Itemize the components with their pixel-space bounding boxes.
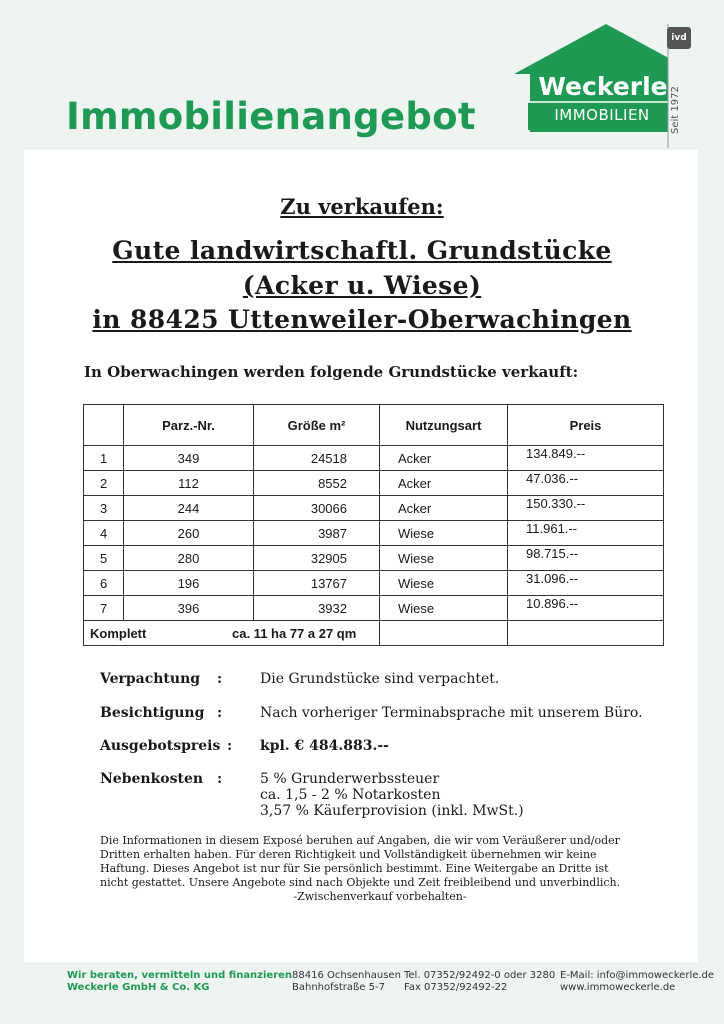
row-parcel: 280: [124, 546, 254, 571]
row-parcel: 196: [124, 571, 254, 596]
table-header-row: [84, 405, 664, 446]
row-price: 150.330.--: [508, 496, 664, 521]
table-total-row: [84, 621, 664, 646]
header-parcel: Parz.-Nr.: [124, 405, 254, 446]
row-price: 11.961.--: [508, 521, 664, 546]
row-index: 5: [84, 546, 124, 571]
total-value: ca. 11 ha 77 a 27 qm: [232, 625, 357, 641]
row-parcel: 112: [124, 471, 254, 496]
footer-slogan: Wir beraten, vermitteln und finanzieren: [67, 970, 293, 981]
disclaimer-line: Haftung. Dieses Angebot ist nur für Sie persönlich bestimmt. Eine Weitergabe an Dritte ist: [100, 862, 609, 875]
costs-line-1: 5 % Grunderwerbssteuer: [260, 771, 440, 787]
footer-phone: [404, 970, 555, 994]
footer-city: 88416 Ochsenhausen: [292, 970, 401, 981]
row-index: 1: [84, 446, 124, 471]
header-usage: Nutzungsart: [380, 405, 508, 446]
intro-text: In Oberwachingen werden folgende Grundstücke verkauft:: [84, 363, 579, 381]
row-size: 8552: [254, 471, 380, 496]
disclaimer: [100, 834, 660, 904]
header-price: Preis: [508, 405, 664, 446]
row-parcel: 349: [124, 446, 254, 471]
viewing-value: Nach vorheriger Terminabsprache mit unserem Büro.: [260, 705, 643, 721]
lease-value: Die Grundstücke sind verpachtet.: [260, 671, 500, 687]
table-row: [84, 571, 664, 596]
lease-label: Verpachtung: [100, 671, 201, 687]
table-row: [84, 521, 664, 546]
header-size: Größe m²: [254, 405, 380, 446]
footer-fax: Fax 07352/92492-22: [404, 982, 508, 993]
row-index: 7: [84, 596, 124, 621]
row-size: 3987: [254, 521, 380, 546]
row-price: 10.896.--: [508, 596, 664, 621]
footer-web[interactable]: www.immoweckerle.de: [560, 982, 676, 993]
row-price: 31.096.--: [508, 571, 664, 596]
row-size: 32905: [254, 546, 380, 571]
footer-street: Bahnhofstraße 5-7: [292, 982, 385, 993]
footer-contact: [560, 970, 714, 994]
row-price: 47.036.--: [508, 471, 664, 496]
footer-email[interactable]: E-Mail: info@immoweckerle.de: [560, 970, 715, 981]
total-label: Komplett: [90, 625, 147, 641]
headline-line-1: Gute landwirtschaftl. Grundstücke: [112, 236, 612, 265]
row-size: 3932: [254, 596, 380, 621]
row-usage: Wiese: [380, 571, 508, 596]
page-title: Immobilienangebot: [66, 95, 476, 138]
disclaimer-line: Die Informationen in diesem Exposé beruhen auf Angaben, die wir vom Veräußerer und/oder: [100, 834, 620, 847]
logo-subtitle: IMMOBILIEN: [554, 106, 650, 124]
total-cell: [84, 621, 380, 646]
row-size: 24518: [254, 446, 380, 471]
row-price: 134.849.--: [508, 446, 664, 471]
row-usage: Acker: [380, 496, 508, 521]
disclaimer-line: -Zwischenverkauf vorbehalten-: [293, 890, 467, 903]
costs-line-3: 3,57 % Käuferprovision (inkl. MwSt.): [260, 803, 524, 819]
lease-colon: :: [217, 671, 223, 687]
row-usage: Wiese: [380, 521, 508, 546]
total-empty-cell: [508, 621, 664, 646]
header-index: [84, 405, 124, 446]
footer-tel: Tel. 07352/92492-0 oder 3280: [404, 970, 556, 981]
disclaimer-line: Dritten erhalten haben. Für deren Richtigkeit und Vollständigkeit übernehmen wir keine: [100, 848, 597, 861]
row-parcel: 260: [124, 521, 254, 546]
table-row: [84, 546, 664, 571]
disclaimer-line: nicht gestattet. Unsere Angebote sind nach Objekte und Zeit freibleibend und unverbindlich.: [100, 876, 621, 889]
price-value: kpl. € 484.883.--: [260, 738, 389, 754]
price-label: Ausgebotspreis: [100, 738, 221, 754]
costs-colon: :: [217, 771, 223, 787]
row-index: 4: [84, 521, 124, 546]
costs-label: Nebenkosten: [100, 771, 204, 787]
logo-name: Weckerle: [538, 72, 668, 101]
viewing-colon: :: [217, 705, 223, 721]
row-index: 2: [84, 471, 124, 496]
row-usage: Acker: [380, 446, 508, 471]
footer-company-name: Weckerle GmbH & Co. KG: [67, 982, 210, 993]
table-row: [84, 596, 664, 621]
footer-company: [67, 970, 292, 994]
ivd-badge: ivd: [667, 27, 691, 49]
row-usage: Wiese: [380, 596, 508, 621]
logo-since: Seit 1972: [670, 86, 681, 134]
row-size: 30066: [254, 496, 380, 521]
row-price: 98.715.--: [508, 546, 664, 571]
headline-line-3: in 88425 Uttenweiler-Oberwachingen: [92, 305, 632, 334]
viewing-label: Besichtigung: [100, 705, 205, 721]
row-usage: Wiese: [380, 546, 508, 571]
total-empty-cell: [380, 621, 508, 646]
plots-table: [83, 404, 664, 646]
row-index: 3: [84, 496, 124, 521]
row-parcel: 396: [124, 596, 254, 621]
table-row: [84, 446, 664, 471]
price-colon: :: [227, 738, 233, 754]
row-parcel: 244: [124, 496, 254, 521]
row-index: 6: [84, 571, 124, 596]
costs-line-2: ca. 1,5 - 2 % Notarkosten: [260, 787, 441, 803]
footer-address: [292, 970, 401, 994]
table-row: [84, 471, 664, 496]
table-row: [84, 496, 664, 521]
row-size: 13767: [254, 571, 380, 596]
headline-line-2: (Acker u. Wiese): [242, 271, 482, 300]
row-usage: Acker: [380, 471, 508, 496]
sale-heading: Zu verkaufen:: [280, 194, 444, 219]
